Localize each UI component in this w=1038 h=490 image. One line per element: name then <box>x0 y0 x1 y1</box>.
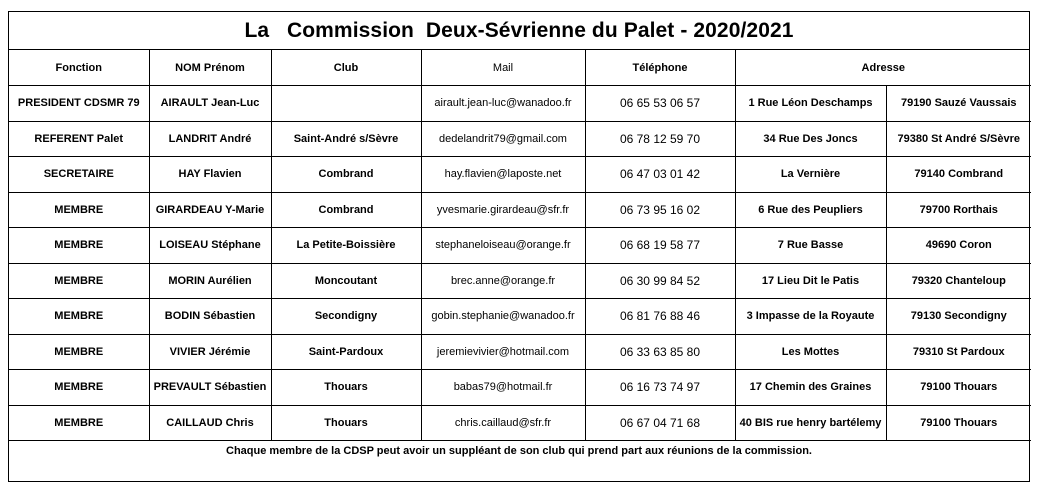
cell-ville: 79320 Chanteloup <box>886 263 1031 299</box>
cell-rue: 3 Impasse de la Royaute <box>735 299 886 335</box>
cell-mail: airault.jean-luc@wanadoo.fr <box>421 86 585 122</box>
cell-rue: 7 Rue Basse <box>735 228 886 264</box>
table-row <box>9 299 1031 335</box>
cell-nom: PREVAULT Sébastien <box>149 370 271 406</box>
cell-ville: 79100 Thouars <box>886 370 1031 406</box>
table-row <box>9 405 1031 441</box>
cell-fonction: MEMBRE <box>9 299 149 335</box>
cell-mail: chris.caillaud@sfr.fr <box>421 405 585 441</box>
cell-fonction: MEMBRE <box>9 263 149 299</box>
table-row <box>9 263 1031 299</box>
cell-fonction: MEMBRE <box>9 192 149 228</box>
footer-note: Chaque membre de la CDSP peut avoir un suppléant de son club qui prend part aux réunions de la commission. <box>226 445 812 457</box>
cell-mail: babas79@hotmail.fr <box>421 370 585 406</box>
cell-club: Combrand <box>271 157 421 193</box>
members-table <box>9 50 1031 441</box>
header-row <box>9 50 1031 86</box>
table-row <box>9 121 1031 157</box>
cell-fonction: SECRETAIRE <box>9 157 149 193</box>
cell-ville: 49690 Coron <box>886 228 1031 264</box>
cell-fonction: MEMBRE <box>9 370 149 406</box>
cell-nom: MORIN Aurélien <box>149 263 271 299</box>
cell-telephone: 06 78 12 59 70 <box>585 121 735 157</box>
cell-telephone: 06 68 19 58 77 <box>585 228 735 264</box>
cell-club: La Petite-Boissière <box>271 228 421 264</box>
cell-fonction: MEMBRE <box>9 405 149 441</box>
cell-club: Secondigny <box>271 299 421 335</box>
cell-ville: 79100 Thouars <box>886 405 1031 441</box>
cell-rue: La Vernière <box>735 157 886 193</box>
cell-ville: 79130 Secondigny <box>886 299 1031 335</box>
commission-sheet <box>8 11 1030 482</box>
cell-nom: LANDRIT André <box>149 121 271 157</box>
cell-club: Moncoutant <box>271 263 421 299</box>
cell-telephone: 06 47 03 01 42 <box>585 157 735 193</box>
cell-ville: 79310 St Pardoux <box>886 334 1031 370</box>
cell-ville: 79380 St André S/Sèvre <box>886 121 1031 157</box>
cell-telephone: 06 67 04 71 68 <box>585 405 735 441</box>
cell-club <box>271 86 421 122</box>
cell-mail: jeremievivier@hotmail.com <box>421 334 585 370</box>
cell-rue: 40 BIS rue henry bartélemy <box>735 405 886 441</box>
header-fonction: Fonction <box>9 50 149 86</box>
cell-telephone: 06 30 99 84 52 <box>585 263 735 299</box>
cell-mail: gobin.stephanie@wanadoo.fr <box>421 299 585 335</box>
cell-telephone: 06 33 63 85 80 <box>585 334 735 370</box>
cell-telephone: 06 16 73 74 97 <box>585 370 735 406</box>
cell-nom: VIVIER Jérémie <box>149 334 271 370</box>
cell-telephone: 06 65 53 06 57 <box>585 86 735 122</box>
cell-mail: brec.anne@orange.fr <box>421 263 585 299</box>
header-mail: Mail <box>421 50 585 86</box>
table-row <box>9 370 1031 406</box>
cell-mail: dedelandrit79@gmail.com <box>421 121 585 157</box>
cell-ville: 79190 Sauzé Vaussais <box>886 86 1031 122</box>
cell-mail: stephaneloiseau@orange.fr <box>421 228 585 264</box>
table-row <box>9 334 1031 370</box>
document-title: La Commission Deux-Sévrienne du Palet - 2020/2021 <box>9 12 1029 50</box>
cell-nom: AIRAULT Jean-Luc <box>149 86 271 122</box>
cell-ville: 79700 Rorthais <box>886 192 1031 228</box>
cell-club: Saint-André s/Sèvre <box>271 121 421 157</box>
cell-nom: BODIN Sébastien <box>149 299 271 335</box>
cell-club: Thouars <box>271 405 421 441</box>
cell-nom: LOISEAU Stéphane <box>149 228 271 264</box>
table-row <box>9 228 1031 264</box>
cell-club: Thouars <box>271 370 421 406</box>
table-row <box>9 192 1031 228</box>
cell-rue: 34 Rue Des Joncs <box>735 121 886 157</box>
cell-fonction: REFERENT Palet <box>9 121 149 157</box>
header-adresse: Adresse <box>735 50 1031 86</box>
cell-telephone: 06 81 76 88 46 <box>585 299 735 335</box>
cell-rue: 6 Rue des Peupliers <box>735 192 886 228</box>
cell-ville: 79140 Combrand <box>886 157 1031 193</box>
table-row <box>9 157 1031 193</box>
cell-nom: GIRARDEAU Y-Marie <box>149 192 271 228</box>
cell-rue: 1 Rue Léon Deschamps <box>735 86 886 122</box>
cell-rue: 17 Chemin des Graines <box>735 370 886 406</box>
cell-club: Combrand <box>271 192 421 228</box>
header-club: Club <box>271 50 421 86</box>
header-telephone: Téléphone <box>585 50 735 86</box>
cell-nom: HAY Flavien <box>149 157 271 193</box>
cell-mail: hay.flavien@laposte.net <box>421 157 585 193</box>
cell-nom: CAILLAUD Chris <box>149 405 271 441</box>
cell-telephone: 06 73 95 16 02 <box>585 192 735 228</box>
cell-fonction: MEMBRE <box>9 334 149 370</box>
cell-mail: yvesmarie.girardeau@sfr.fr <box>421 192 585 228</box>
table-row <box>9 86 1031 122</box>
cell-rue: Les Mottes <box>735 334 886 370</box>
cell-rue: 17 Lieu Dit le Patis <box>735 263 886 299</box>
cell-fonction: PRESIDENT CDSMR 79 <box>9 86 149 122</box>
header-nom: NOM Prénom <box>149 50 271 86</box>
cell-fonction: MEMBRE <box>9 228 149 264</box>
cell-club: Saint-Pardoux <box>271 334 421 370</box>
